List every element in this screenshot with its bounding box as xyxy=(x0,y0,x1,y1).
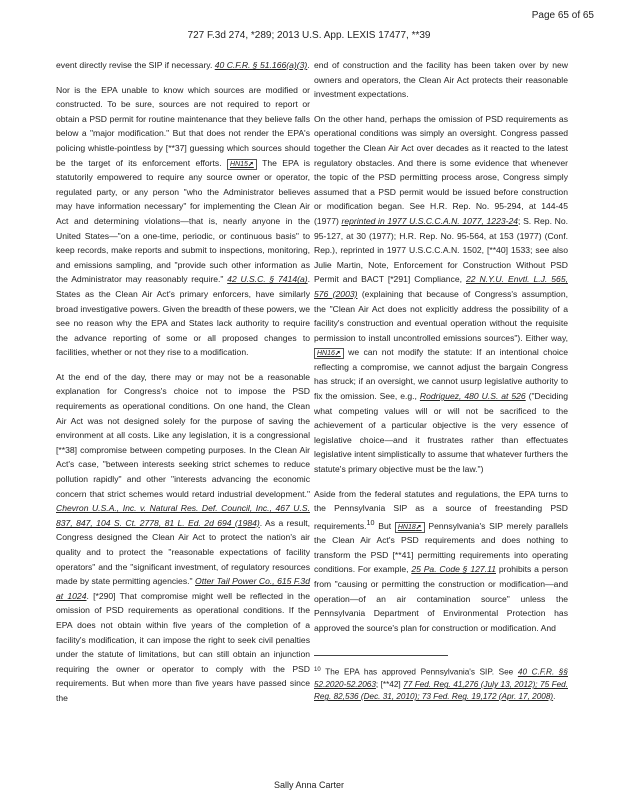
headnote-link[interactable]: HN16➚ xyxy=(314,348,344,359)
headnote-link[interactable]: HN15➚ xyxy=(227,159,257,170)
citation-link[interactable]: Rodriguez, 480 U.S. at 526 xyxy=(419,391,526,402)
citation-link[interactable]: 40 C.F.R. §§ 52.2020-52.2063 xyxy=(314,668,569,690)
arrow-icon: ➚ xyxy=(247,160,254,168)
arrow-icon: ➚ xyxy=(415,523,422,531)
left-column xyxy=(56,58,310,716)
paragraph: Aside from the federal statutes and regulations, the EPA turns to the Pennsylvania SIP as a source of freestanding PSD requirements.$^{10}$ But HN18➚ Pennsylvania's SIP merely parallels the Clean Air Act's PSD requirements and does nothing to transform the PSD [**41] permitting requirements into operating conditions. For example, 25 Pa. Code § 127.11 prohibits a person from "causing or permitting the construction or modification—and operation—of an air contamination source" unless the Pennsylvania Department of Environmental Protection has approved the source's plan for construction or modification. And xyxy=(314,488,569,633)
citation-link[interactable]: 77 Fed. Reg. 41,276 (July 13, 2012); 75 Fed. Reg. 82,536 (Dec. 31, 2010); 73 Fed. Reg. 19,172 (Apr. 17, 2008) xyxy=(314,680,568,702)
paragraph: At the end of the day, there may or may not be a reasonable explanation for Congress's choice not to impose the PSD requirements as operational conditions. On one hand, the Clean Air Act was not designed solely for the purpose of saving the environment at all costs. Like any legislation, it is a congressional [**38] compromise between competing purposes. In the Clean Air Act's case, "between interests seeking strict schemes to reduce pollution rapidly" and other "interests advancing the economic concern that strict schemes would retard industrial development." Chevron U.S.A., Inc. v. Natural Res. Def. Council, Inc., 467 U.S. 837, 847, 104 S. Ct. 2778, 81 L. Ed. 2d 694 (1984). As a result, Congress designed the Clean Air Act to protect the nation's air quality and to protect the "reasonable expectations of facility operators" and the "significant investment, of regulatory resources made by state permitting agencies." Otter Tail Power Co., 615 F.3d at 1024. [*290] That compromise might well be reflected in the omission of PSD requirements as operational conditions. If the EPA does not obtain within five years of the completion of a facility's modification, it can impose the right to seek civil penalties under the statute of limitations, but can still obtain an injunction requiring the owner or operator to comply with the PSD requirements. But when more than five years have passed since the xyxy=(56,371,310,703)
footer-author: Sally Anna Carter xyxy=(273,780,345,790)
citation-link[interactable]: Otter Tail Power Co., 615 F.3d at 1024 xyxy=(56,576,310,601)
case-citation-header: 727 F.3d 274, *289; 2013 U.S. App. LEXIS 17477, **39 xyxy=(187,30,431,41)
footnote-divider xyxy=(314,655,448,656)
paragraph: On the other hand, perhaps the omission of PSD requirements as operational conditions was simply an oversight. Congress passed together the Clean Air Act over decades as it reacted to the latest regulatory obstacles. And there is some evidence that whenever the topic of the PSD permitting process arose, Congress simply assumed that a PSD permit would be issued before construction or modification began. See H.R. Rep. No. 95-294, at 144-45 (1977) reprinted in 1977 U.S.C.C.A.N. 1077, 1223-24; S. Rep. No. 95-127, at 30 (1977); H.R. Rep. No. 95-564, at 153 (1977) (Conf. Rep.), reprinted in 1977 U.S.C.C.A.N. 1502, [**40] 1533; see also Julie Martin, Note, Enforcement for Construction Without PSD Permit and BACT [*291] Compliance, 22 N.Y.U. Envtl. L.J. 565, 576 (2003) (explaining that because of Congress's assumption, the "Clean Air Act does not explicitly address the possibility of a facility's construction and eventual operation without the requisite permission to install uncontrolled emissions sources"). Either way, HN16➚ we can not modify the statute: If an intentional choice reflecting a compromise, we cannot adjust the bargain Congress has struck; if an oversight, we cannot usurp legislative authority to fix the omission. See, e.g., Rodriguez, 480 U.S. at 526 ("Deciding what competing values will or will not be sacrificed to the achievement of a particular objective is the very essence of legislative choice—and it frustrates rather than effectuates legislative intent simplistically to assume that whatever furthers the statute's primary objective must be the law.") xyxy=(314,113,568,475)
citation-link[interactable]: 22 N.Y.U. Envtl. L.J. 565, 576 (2003) xyxy=(314,274,568,299)
citation-link[interactable]: 40 C.F.R. § 51.166(a)(3) xyxy=(214,60,308,70)
paragraph: end of construction and the facility has been taken over by new owners and operators, the Clean Air Act protects their reasonable investment expectations. xyxy=(314,60,568,100)
citation-link[interactable]: reprinted in 1977 U.S.C.C.A.N. 1077, 1223-24 xyxy=(341,215,519,226)
page-number: Page 65 of 65 xyxy=(531,10,594,21)
right-column xyxy=(314,58,568,703)
citation-link[interactable]: 25 Pa. Code § 127.11 xyxy=(411,564,497,575)
footnote: $^{10}$ The EPA has approved Pennsylvania's SIP. See 40 C.F.R. §§ 52.2020-52.2063; [**42] 77 Fed. Reg. 41,276 (July 13, 2012); 75 Fed. Reg. 82,536 (Dec. 31, 2010); 73 Fed. Reg. 19,172 (Apr. 17, 2008). xyxy=(314,667,569,702)
citation-link[interactable]: Chevron U.S.A., Inc. v. Natural Res. Def. Council, Inc., 467 U.S. 837, 847, 104 S. Ct. 2778, 81 L. Ed. 2d 694 (1984) xyxy=(56,503,310,528)
citation-link[interactable]: 42 U.S.C. § 7414(a) xyxy=(227,274,308,285)
paragraph: event directly revise the SIP if necessary. 40 C.F.R. § 51.166(a)(3). xyxy=(56,60,310,70)
arrow-icon: ➚ xyxy=(334,350,341,358)
footnote-ref[interactable]: 10 xyxy=(366,518,375,527)
paragraph: Nor is the EPA unable to know which sources are modified or constructed. To be sure, sources are not required to report or obtain a PSD permit for routine maintenance that they believe falls below a "major modification." But that does not render the EPA's policing whistle-pointless by [**37] guessing which sources should be the target of its enforcement efforts. HN15➚ The EPA is statutorily empowered to require any source owner or operator, regulated party, or any person "who the Administrator believes may have information necessary" for implementing the Clean Air Act and determining violations—that is, nearly anyone in the United States—"on a one-time, periodic, or continuous basis" to keep records, make reports and submit to inspections, monitoring, and emissions sampling, and "provide such other information as the Administrator may reasonably require." 42 U.S.C. § 7414(a). States as the Clean Air Act's primary enforcers, have similarly broad investigative powers. Given the breadth of these powers, we see no reason why the EPA and States lack authority to require the advance reporting of some or all proposed changes to facilities, whether or not they rise to a modification. xyxy=(56,84,310,358)
headnote-link[interactable]: HN18➚ xyxy=(395,522,425,533)
